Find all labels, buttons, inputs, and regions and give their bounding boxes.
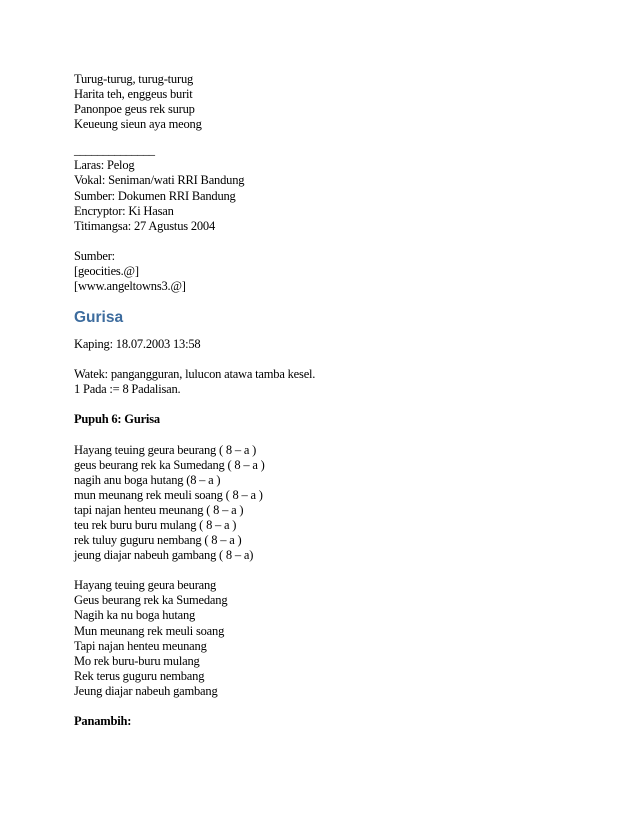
stanza-plain (74, 578, 574, 699)
kaping-line: Kaping: 18.07.2003 13:58 (74, 337, 201, 352)
stanza-line: tapi najan henteu meunang ( 8 – a ) (74, 502, 244, 517)
stanza-line: teu rek buru buru mulang ( 8 – a ) (74, 517, 237, 532)
stanza-line: Geus beurang rek ka Sumedang (74, 593, 228, 608)
meta-line: Sumber: Dokumen RRI Bandung (74, 188, 236, 203)
stanza-line: Mun meunang rek meuli soang (74, 623, 225, 638)
source-line: [geocities.@] (74, 263, 139, 278)
stanza-annotated (74, 443, 574, 564)
stanza-line: Nagih ka nu boga hutang (74, 608, 196, 623)
pupuh-title: Pupuh 6: Gurisa (74, 412, 160, 427)
sources-block (74, 249, 574, 294)
divider-line: ______________ (74, 143, 155, 158)
watek-line: 1 Pada := 8 Padalisan. (74, 382, 181, 397)
stanza-line: Tapi najan henteu meunang (74, 638, 207, 653)
watek-line: Watek: pangangguran, lulucon atawa tamba kesel. (74, 367, 316, 382)
source-line: Sumber: (74, 248, 115, 263)
stanza-line: nagih anu boga hutang (8 – a ) (74, 472, 221, 487)
watek-block (74, 367, 574, 397)
stanza-line: jeung diajar nabeuh gambang ( 8 – a) (74, 548, 254, 563)
stanza-line: Hayang teuing geura beurang ( 8 – a ) (74, 442, 257, 457)
stanza-line: geus beurang rek ka Sumedang ( 8 – a ) (74, 457, 265, 472)
meta-line: Encryptor: Ki Hasan (74, 203, 174, 218)
poem-line: Turug-turug, turug-turug (74, 72, 194, 86)
stanza-line: Hayang teuing geura beurang (74, 578, 217, 593)
poem-line: Harita teh, enggeus burit (74, 87, 193, 102)
stanza-line: Jeung diajar nabeuh gambang (74, 683, 218, 698)
meta-line: Laras: Pelog (74, 158, 135, 173)
stanza-line: Rek terus guguru nembang (74, 668, 205, 683)
stanza-line: rek tuluy guguru nembang ( 8 – a ) (74, 533, 242, 548)
source-line: [www.angeltowns3.@] (74, 279, 186, 294)
document-page (74, 72, 574, 729)
stanza-line: Mo rek buru-buru mulang (74, 653, 200, 668)
stanza-line: mun meunang rek meuli soang ( 8 – a ) (74, 487, 263, 502)
panambih-title: Panambih: (74, 714, 132, 728)
meta-block (74, 158, 574, 233)
poem-intro (74, 72, 574, 132)
section-title: Gurisa (74, 309, 124, 327)
meta-line: Titimangsa: 27 Agustus 2004 (74, 218, 216, 233)
poem-line: Panonpoe geus rek surup (74, 102, 195, 117)
meta-line: Vokal: Seniman/wati RRI Bandung (74, 173, 245, 188)
poem-line: Keueung sieun aya meong (74, 117, 202, 132)
